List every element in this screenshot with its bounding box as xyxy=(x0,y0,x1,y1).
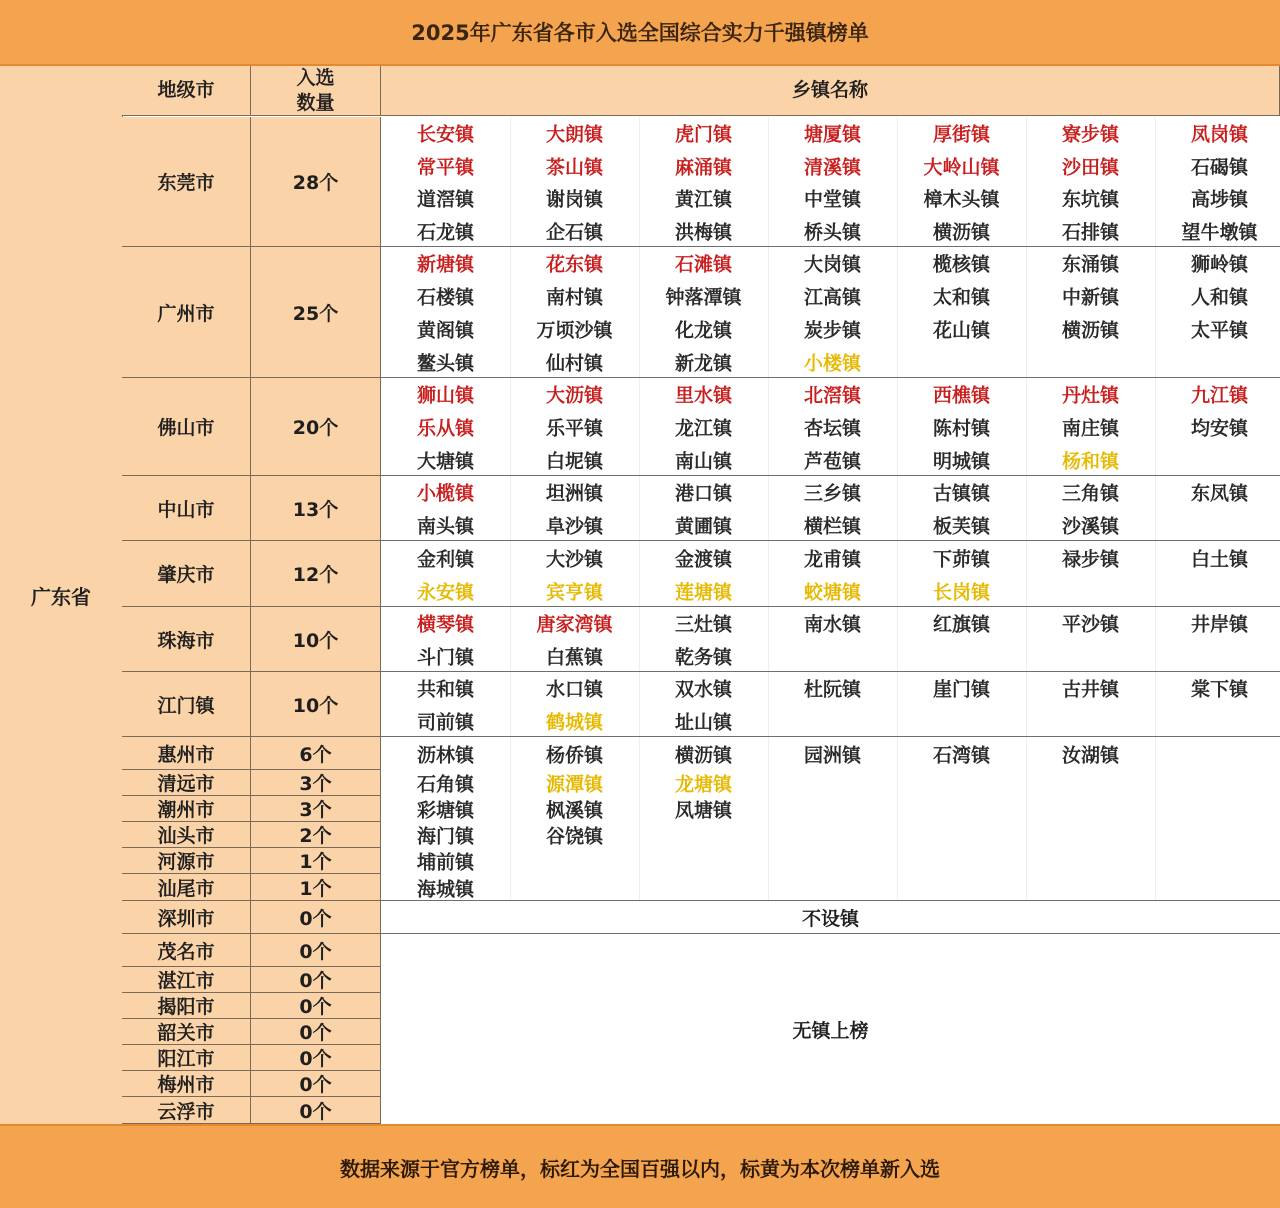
town-name: 万顷沙镇 xyxy=(536,319,613,342)
town-name: 桥头镇 xyxy=(803,221,861,244)
city-count: 0个 xyxy=(251,934,381,967)
shenzhen-note: 不设镇 xyxy=(801,907,859,930)
town-name: 仙村镇 xyxy=(545,352,603,375)
town-name: 石碣镇 xyxy=(1190,156,1248,179)
town-name: 小榄镇 xyxy=(416,482,474,505)
town-name: 大沙镇 xyxy=(545,548,603,570)
town-name: 里水镇 xyxy=(674,384,732,407)
town-name: 厚街镇 xyxy=(932,123,990,146)
town-name: 狮岭镇 xyxy=(1190,253,1248,276)
city-name: 广州市 xyxy=(122,247,251,378)
town-name: 石滩镇 xyxy=(674,253,732,276)
town-name: 杨侨镇 xyxy=(545,744,603,766)
town-name: 狮山镇 xyxy=(416,384,474,407)
town-name: 中新镇 xyxy=(1061,286,1119,309)
town-name: 沥林镇 xyxy=(416,744,474,766)
town-name: 金渡镇 xyxy=(674,548,732,570)
city-name: 河源市 xyxy=(122,848,251,874)
town-name: 新龙镇 xyxy=(674,352,732,375)
header-city: 地级市 xyxy=(122,66,251,116)
town-name: 鳌头镇 xyxy=(416,352,474,375)
town-name: 南村镇 xyxy=(545,286,603,309)
city-count: 0个 xyxy=(251,1071,381,1097)
town-name: 大朗镇 xyxy=(545,123,603,146)
town-name: 花山镇 xyxy=(932,319,990,342)
city-name: 肇庆市 xyxy=(122,541,251,607)
town-name: 横沥镇 xyxy=(932,221,990,244)
town-name: 九江镇 xyxy=(1190,384,1248,407)
city-count: 25个 xyxy=(251,247,381,378)
city-name: 佛山市 xyxy=(122,378,251,476)
town-name: 园洲镇 xyxy=(803,744,861,766)
town-name: 莲塘镇 xyxy=(674,581,732,603)
town-name: 乐从镇 xyxy=(416,417,474,440)
city-name: 东莞市 xyxy=(122,117,251,247)
town-name: 江高镇 xyxy=(803,286,861,309)
town-name: 人和镇 xyxy=(1190,286,1248,309)
town-name: 凤岗镇 xyxy=(1190,123,1248,146)
town-name: 中堂镇 xyxy=(803,188,861,211)
town-name: 南庄镇 xyxy=(1061,417,1119,440)
town-name: 杏坛镇 xyxy=(803,417,861,440)
town-name: 黄圃镇 xyxy=(674,515,732,538)
town-name: 龙塘镇 xyxy=(674,773,732,796)
town-name: 杨和镇 xyxy=(1061,450,1119,473)
town-name: 海门镇 xyxy=(416,825,474,848)
town-name: 大岭山镇 xyxy=(923,156,1000,179)
town-name: 太平镇 xyxy=(1190,319,1248,342)
town-name: 石湾镇 xyxy=(932,744,990,766)
footer-note: 数据来源于官方榜单，标红为全国百强以内，标黄为本次榜单新入选 xyxy=(0,1124,1280,1208)
town-name: 东凤镇 xyxy=(1190,482,1248,505)
town-name: 三角镇 xyxy=(1061,482,1119,505)
town-name: 寮步镇 xyxy=(1061,123,1119,146)
city-name: 揭阳市 xyxy=(122,993,251,1019)
town-name: 横琴镇 xyxy=(416,613,474,636)
town-name: 板芙镇 xyxy=(932,515,990,538)
town-name: 钟落潭镇 xyxy=(665,286,742,309)
city-count: 3个 xyxy=(251,770,381,796)
city-name: 珠海市 xyxy=(122,607,251,672)
town-name: 东涌镇 xyxy=(1061,253,1119,276)
town-name: 乐平镇 xyxy=(545,417,603,440)
city-name: 阳江市 xyxy=(122,1045,251,1071)
town-name: 大沥镇 xyxy=(545,384,603,407)
town-name: 金利镇 xyxy=(416,548,474,570)
town-name: 海城镇 xyxy=(416,878,474,900)
city-count: 10个 xyxy=(251,607,381,672)
town-name: 黄阁镇 xyxy=(416,319,474,342)
town-name: 均安镇 xyxy=(1190,417,1248,440)
city-name: 韶关市 xyxy=(122,1019,251,1045)
city-name: 梅州市 xyxy=(122,1071,251,1097)
town-name: 望牛墩镇 xyxy=(1181,221,1258,244)
town-name: 芦苞镇 xyxy=(803,450,861,473)
city-count: 20个 xyxy=(251,378,381,476)
no-town-note: 无镇上榜 xyxy=(792,1019,869,1042)
town-name: 三乡镇 xyxy=(803,482,861,505)
row-separator xyxy=(381,377,1280,378)
town-name: 崖门镇 xyxy=(932,678,990,701)
town-name: 新塘镇 xyxy=(416,253,474,276)
town-name: 长岗镇 xyxy=(932,581,990,603)
city-name: 湛江市 xyxy=(122,967,251,993)
town-name: 彩塘镇 xyxy=(416,799,474,822)
town-name: 永安镇 xyxy=(416,581,474,603)
row-separator xyxy=(381,736,1280,737)
town-name: 源潭镇 xyxy=(545,773,603,796)
city-count: 12个 xyxy=(251,541,381,607)
town-name: 常平镇 xyxy=(416,156,474,179)
town-name: 麻涌镇 xyxy=(674,156,732,179)
city-count: 10个 xyxy=(251,672,381,737)
town-name: 大塘镇 xyxy=(416,450,474,473)
town-name: 水口镇 xyxy=(545,678,603,701)
town-name: 榄核镇 xyxy=(932,253,990,276)
town-name: 白蕉镇 xyxy=(545,646,603,669)
town-name: 黄江镇 xyxy=(674,188,732,211)
town-name: 陈村镇 xyxy=(932,417,990,440)
town-name: 三灶镇 xyxy=(674,613,732,636)
town-name: 沙田镇 xyxy=(1061,156,1119,179)
town-name: 洪梅镇 xyxy=(674,221,732,244)
header-towns: 乡镇名称 xyxy=(381,66,1280,116)
town-name: 白坭镇 xyxy=(545,450,603,473)
town-name: 凤塘镇 xyxy=(674,799,732,822)
town-name: 龙甫镇 xyxy=(803,548,861,570)
town-name: 坦洲镇 xyxy=(545,482,603,505)
town-name: 唐家湾镇 xyxy=(536,613,613,636)
city-count: 0个 xyxy=(251,1045,381,1071)
town-name: 南头镇 xyxy=(416,515,474,538)
city-name: 深圳市 xyxy=(122,901,251,934)
town-name: 虎门镇 xyxy=(674,123,732,146)
city-name: 汕尾市 xyxy=(122,874,251,901)
town-name: 阜沙镇 xyxy=(545,515,603,538)
town-name: 禄步镇 xyxy=(1061,548,1119,570)
city-name: 汕头市 xyxy=(122,822,251,848)
city-count: 0个 xyxy=(251,967,381,993)
town-name: 址山镇 xyxy=(674,711,732,734)
town-name: 乾务镇 xyxy=(674,646,732,669)
city-count: 0个 xyxy=(251,1019,381,1045)
town-name: 清溪镇 xyxy=(803,156,861,179)
town-name: 斗门镇 xyxy=(416,646,474,669)
town-name: 北滘镇 xyxy=(803,384,861,407)
row-separator xyxy=(381,246,1280,247)
town-name: 下茆镇 xyxy=(932,548,990,570)
town-name: 红旗镇 xyxy=(932,613,990,636)
city-name: 中山市 xyxy=(122,476,251,541)
town-name: 大岗镇 xyxy=(803,253,861,276)
town-name: 塘厦镇 xyxy=(803,123,861,146)
town-name: 沙溪镇 xyxy=(1061,515,1119,538)
city-count: 1个 xyxy=(251,848,381,874)
town-name: 南山镇 xyxy=(674,450,732,473)
town-name: 石楼镇 xyxy=(416,286,474,309)
town-name: 化龙镇 xyxy=(674,319,732,342)
town-name: 棠下镇 xyxy=(1190,678,1248,701)
town-name: 共和镇 xyxy=(416,678,474,701)
town-name: 平沙镇 xyxy=(1061,613,1119,636)
row-separator xyxy=(381,475,1280,476)
city-count: 3个 xyxy=(251,796,381,822)
town-name: 横沥镇 xyxy=(1061,319,1119,342)
city-count: 28个 xyxy=(251,117,381,247)
town-name: 双水镇 xyxy=(674,678,732,701)
city-count: 0个 xyxy=(251,993,381,1019)
town-name: 古镇镇 xyxy=(932,482,990,505)
row-separator xyxy=(381,671,1280,672)
town-name: 鹤城镇 xyxy=(545,711,603,734)
town-name: 东坑镇 xyxy=(1061,188,1119,211)
town-name: 白土镇 xyxy=(1190,548,1248,570)
town-name: 石龙镇 xyxy=(416,221,474,244)
town-name: 太和镇 xyxy=(932,286,990,309)
town-name: 横栏镇 xyxy=(803,515,861,538)
town-name: 横沥镇 xyxy=(674,744,732,766)
town-name: 小楼镇 xyxy=(803,352,861,375)
town-name: 古井镇 xyxy=(1061,678,1119,701)
town-name: 炭步镇 xyxy=(803,319,861,342)
town-name: 樟木头镇 xyxy=(923,188,1000,211)
town-name: 石角镇 xyxy=(416,773,474,796)
city-name: 江门镇 xyxy=(122,672,251,737)
town-name: 港口镇 xyxy=(674,482,732,505)
town-name: 谷饶镇 xyxy=(545,825,603,848)
town-name: 石排镇 xyxy=(1061,221,1119,244)
town-name: 南水镇 xyxy=(803,613,861,636)
town-name: 杜阮镇 xyxy=(803,678,861,701)
city-name: 潮州市 xyxy=(122,796,251,822)
town-name: 司前镇 xyxy=(416,711,474,734)
city-count: 1个 xyxy=(251,874,381,901)
town-name: 道滘镇 xyxy=(416,188,474,211)
city-name: 清远市 xyxy=(122,770,251,796)
city-count: 0个 xyxy=(251,901,381,934)
town-name: 埔前镇 xyxy=(416,851,474,874)
page-title: 2025年广东省各市入选全国综合实力千强镇榜单 xyxy=(0,0,1280,66)
town-name: 西樵镇 xyxy=(932,384,990,407)
town-name: 明城镇 xyxy=(932,450,990,473)
town-name: 蛟塘镇 xyxy=(803,581,861,603)
town-name: 枫溪镇 xyxy=(545,799,603,822)
town-name: 谢岗镇 xyxy=(545,188,603,211)
town-name: 龙江镇 xyxy=(674,417,732,440)
city-count: 2个 xyxy=(251,822,381,848)
row-separator xyxy=(381,540,1280,541)
city-name: 茂名市 xyxy=(122,934,251,967)
city-count: 6个 xyxy=(251,737,381,770)
town-name: 宾亨镇 xyxy=(545,581,603,603)
town-name: 高埗镇 xyxy=(1190,188,1248,211)
town-name: 井岸镇 xyxy=(1190,613,1248,636)
town-name: 花东镇 xyxy=(545,253,603,276)
row-separator xyxy=(381,606,1280,607)
header-count: 入选 数量 xyxy=(251,66,381,116)
town-name: 汝湖镇 xyxy=(1061,744,1119,766)
city-count: 13个 xyxy=(251,476,381,541)
town-name: 茶山镇 xyxy=(545,156,603,179)
town-name: 丹灶镇 xyxy=(1061,384,1119,407)
town-name: 长安镇 xyxy=(416,123,474,146)
city-name: 惠州市 xyxy=(122,737,251,770)
town-name: 企石镇 xyxy=(545,221,603,244)
province-cell: 广东省 xyxy=(0,66,123,1124)
city-name: 云浮市 xyxy=(122,1097,251,1124)
city-count: 0个 xyxy=(251,1097,381,1124)
